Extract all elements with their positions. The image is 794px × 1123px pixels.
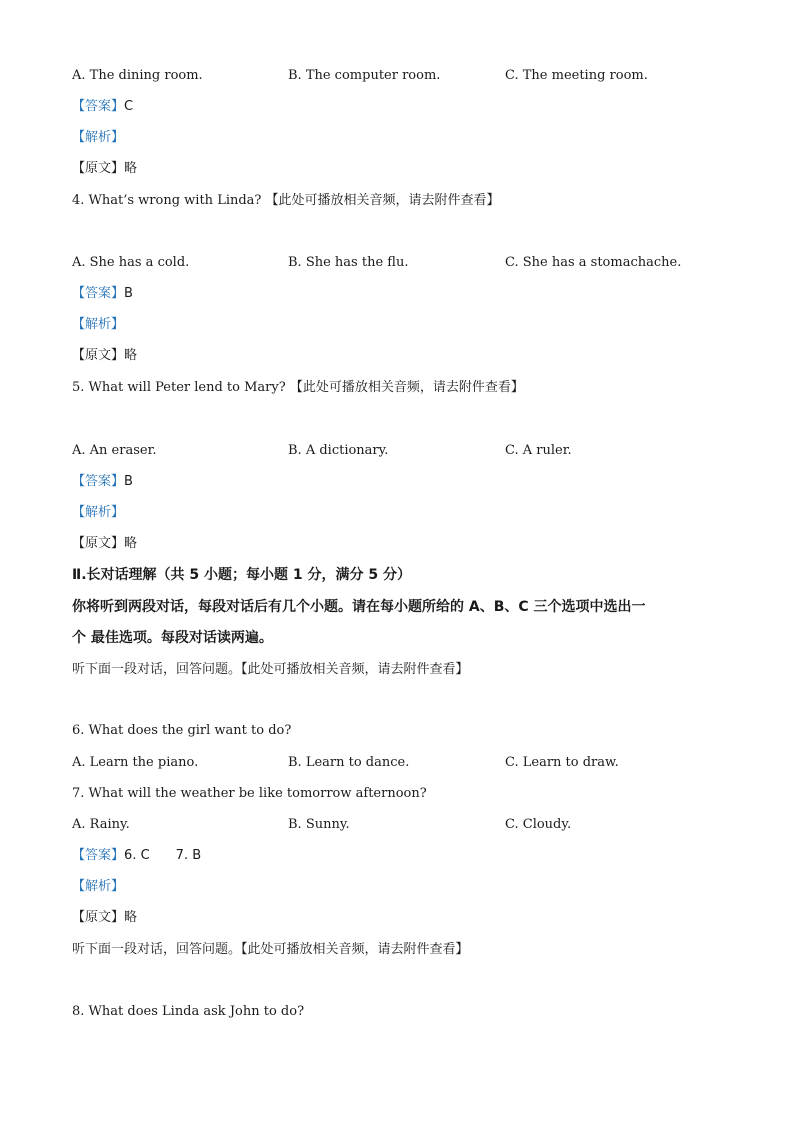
q6-option-c: C. Learn to draw. bbox=[505, 755, 619, 770]
original-value: 略 bbox=[124, 536, 138, 551]
q3-options bbox=[72, 67, 732, 85]
answer-tag: 答案 bbox=[85, 286, 112, 301]
analysis-tag: 解析 bbox=[85, 317, 112, 332]
q4-original: 【原文】略 bbox=[72, 348, 138, 363]
q5-audio-note: 【此处可播放相关音频，请去附件查看】 bbox=[289, 380, 524, 395]
q5-option-a: A. An eraser. bbox=[72, 443, 157, 458]
section-instruction-line1: 你将听到两段对话，每段对话后有几个小题。请在每小题所给的 A、B、C 三个选项中选出一 bbox=[72, 599, 646, 615]
original-value: 略 bbox=[124, 161, 138, 176]
original-value: 略 bbox=[124, 348, 138, 363]
answer-value: B bbox=[124, 474, 133, 489]
q8-question: 8. What does Linda ask John to do? bbox=[72, 1004, 305, 1019]
answer-tag: 答案 bbox=[85, 99, 112, 114]
answer-6-value: 6. C bbox=[124, 848, 150, 863]
q5-option-c: C. A ruler. bbox=[505, 443, 572, 458]
q6-option-a: A. Learn the piano. bbox=[72, 755, 199, 770]
q4-question-line bbox=[72, 192, 500, 210]
q4-audio-note: 【此处可播放相关音频，请去附件查看】 bbox=[265, 193, 500, 208]
q7-option-b: B. Sunny. bbox=[288, 817, 350, 832]
analysis-tag: 解析 bbox=[85, 879, 112, 894]
analysis-tag: 解析 bbox=[85, 505, 112, 520]
original-tag: 原文 bbox=[85, 161, 112, 176]
q6-option-b: B. Learn to dance. bbox=[288, 755, 410, 770]
q5-analysis: 【解析】 bbox=[72, 505, 125, 520]
q5-question-line bbox=[72, 379, 524, 397]
answer-tag: 答案 bbox=[85, 848, 112, 863]
q5-original: 【原文】略 bbox=[72, 536, 138, 551]
q4-option-c: C. She has a stomachache. bbox=[505, 255, 682, 270]
q6-options bbox=[72, 754, 732, 772]
dialog1-intro: 听下面一段对话，回答问题。【此处可播放相关音频，请去附件查看】 bbox=[72, 662, 469, 677]
q7-option-c: C. Cloudy. bbox=[505, 817, 572, 832]
q4-options bbox=[72, 254, 732, 272]
q7-options bbox=[72, 816, 732, 834]
q7-option-a: A. Rainy. bbox=[72, 817, 130, 832]
original-tag: 原文 bbox=[85, 910, 112, 925]
q4-answer: 【答案】B bbox=[72, 286, 133, 301]
analysis-tag: 解析 bbox=[85, 130, 112, 145]
dialog1-analysis: 【解析】 bbox=[72, 879, 125, 894]
answer-value: C bbox=[124, 99, 134, 114]
q4-question: 4. What’s wrong with Linda? bbox=[72, 193, 262, 208]
q5-options bbox=[72, 442, 732, 460]
original-tag: 原文 bbox=[85, 536, 112, 551]
q5-question: 5. What will Peter lend to Mary? bbox=[72, 380, 286, 395]
q3-answer: 【答案】C bbox=[72, 99, 134, 114]
q4-option-b: B. She has the flu. bbox=[288, 255, 409, 270]
q5-answer: 【答案】B bbox=[72, 474, 133, 489]
q7-question: 7. What will the weather be like tomorrow afternoon? bbox=[72, 786, 427, 801]
original-value: 略 bbox=[124, 910, 138, 925]
q4-analysis: 【解析】 bbox=[72, 317, 125, 332]
q3-analysis: 【解析】 bbox=[72, 130, 125, 145]
q3-original: 【原文】略 bbox=[72, 161, 138, 176]
q5-option-b: B. A dictionary. bbox=[288, 443, 389, 458]
answer-value: B bbox=[124, 286, 133, 301]
q3-option-a: A. The dining room. bbox=[72, 68, 203, 83]
q3-option-c: C. The meeting room. bbox=[505, 68, 648, 83]
section-instruction-line2: 个 最佳选项。每段对话读两遍。 bbox=[72, 630, 273, 646]
answer-tag: 答案 bbox=[85, 474, 112, 489]
section-heading: Ⅱ.长对话理解（共 5 小题；每小题 1 分，满分 5 分） bbox=[72, 567, 412, 583]
dialog2-intro: 听下面一段对话，回答问题。【此处可播放相关音频，请去附件查看】 bbox=[72, 942, 469, 957]
dialog1-answer: 【答案】6. C 7. B bbox=[72, 848, 202, 863]
q3-option-b: B. The computer room. bbox=[288, 68, 441, 83]
dialog1-original: 【原文】略 bbox=[72, 910, 138, 925]
q6-question: 6. What does the girl want to do? bbox=[72, 723, 292, 738]
answer-7-value: 7. B bbox=[175, 848, 202, 863]
q4-option-a: A. She has a cold. bbox=[72, 255, 190, 270]
original-tag: 原文 bbox=[85, 348, 112, 363]
